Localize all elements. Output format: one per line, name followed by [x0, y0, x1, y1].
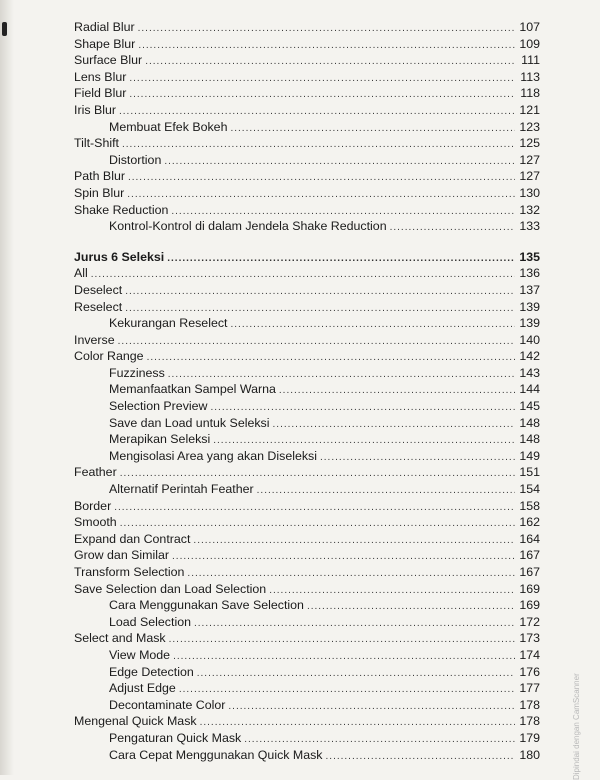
toc-entry: [74, 152, 540, 169]
toc-page-number: 139: [519, 299, 540, 314]
toc-entry: [74, 680, 540, 697]
toc-entry: [74, 348, 540, 365]
toc-entry-label: Tilt-Shift: [74, 136, 119, 151]
toc-entry-label: Mengisolasi Area yang akan Diseleksi: [109, 448, 317, 463]
toc-page-number: 172: [519, 614, 540, 629]
dot-leader: [179, 682, 515, 699]
toc-entry: [74, 564, 540, 581]
toc-entry: [74, 36, 540, 53]
toc-page-number: 176: [519, 664, 540, 679]
toc-entry: [74, 135, 540, 152]
toc-entry: [74, 19, 540, 36]
dot-leader: [129, 87, 515, 104]
dot-leader: [173, 649, 515, 666]
toc-page-number: 133: [519, 219, 540, 234]
toc-page-number: 130: [519, 185, 540, 200]
toc-page-number: 107: [519, 20, 540, 34]
toc-entry-label: Smooth: [74, 515, 117, 530]
toc-entry: [74, 431, 540, 448]
toc-entry-label: Iris Blur: [74, 102, 116, 117]
dot-leader: [127, 187, 515, 204]
toc-entry: [74, 514, 540, 531]
toc-page-number: 169: [519, 598, 540, 613]
toc-entry: [74, 282, 540, 299]
toc-entry-label: Deselect: [74, 282, 123, 297]
toc-page-number: 179: [519, 730, 540, 745]
toc-entry: [74, 597, 540, 614]
toc-entry-label: Save Selection dan Load Selection: [74, 581, 267, 596]
toc-page-number: 154: [519, 482, 540, 497]
toc-page-number: 113: [520, 69, 540, 84]
toc-entry-label: Radial Blur: [74, 20, 135, 34]
toc-entry-label: Membuat Efek Bokeh: [109, 119, 228, 134]
toc-entry: [74, 299, 540, 316]
toc-entry-label: Shake Reduction: [74, 202, 169, 217]
dot-leader: [118, 334, 515, 351]
toc-page-number: 145: [519, 399, 540, 414]
toc-entry: [74, 52, 540, 69]
toc-entry: [74, 185, 540, 202]
toc-page-number: 173: [519, 631, 540, 646]
toc-entry-label: Memanfaatkan Sampel Warna: [109, 382, 276, 397]
toc-entry-label: Selection Preview: [109, 399, 208, 414]
toc-entry: [74, 713, 540, 730]
toc-entry-label: Surface Blur: [74, 53, 143, 68]
toc-page-number: 144: [519, 382, 540, 397]
dot-leader: [138, 21, 515, 38]
dot-leader: [273, 417, 515, 434]
toc-entry-label: Spin Blur: [74, 185, 125, 200]
toc-entry-label: Cara Menggunakan Save Selection: [109, 598, 304, 613]
dot-leader: [390, 220, 515, 237]
dot-leader: [307, 599, 515, 616]
toc-entry-label: Shape Blur: [74, 36, 136, 51]
toc-page-number: 111: [521, 53, 540, 68]
toc-page-number: 121: [519, 102, 540, 117]
toc-page-number: 149: [519, 448, 540, 463]
toc-entry: [74, 85, 540, 102]
dot-leader: [145, 54, 515, 71]
toc-entry-label: Decontaminate Color: [109, 697, 226, 712]
toc-entry-label: Save dan Load untuk Seleksi: [109, 415, 270, 430]
toc-entry: [74, 630, 540, 647]
toc-entry-label: Edge Detection: [109, 664, 194, 679]
dot-leader: [138, 38, 515, 55]
toc-page-number: 137: [519, 282, 540, 297]
toc-page-number: 151: [519, 465, 540, 480]
toc-entry-label: Kontrol-Kontrol di dalam Jendela Shake Reduction: [109, 219, 387, 234]
toc-entry-label: Lens Blur: [74, 69, 127, 84]
toc-entry-label: Load Selection: [109, 614, 191, 629]
toc-entry-label: Color Range: [74, 349, 144, 364]
toc-entry-label: Expand dan Contract: [74, 531, 191, 546]
toc-entry: [74, 202, 540, 219]
binding-mark: [2, 22, 7, 36]
dot-leader: [200, 715, 515, 732]
dot-leader: [125, 284, 515, 301]
dot-leader: [91, 267, 515, 284]
toc-entry: [74, 415, 540, 432]
toc-page-number: 123: [519, 119, 540, 134]
scanner-watermark: Dipindai dengan CamScanner: [572, 673, 581, 780]
toc-entry-label: Field Blur: [74, 86, 127, 101]
toc-entry-label: Fuzziness: [109, 365, 165, 380]
toc-page-number: 140: [519, 332, 540, 347]
dot-leader: [326, 749, 515, 766]
toc-entry-label: Adjust Edge: [109, 681, 176, 696]
toc-entry-label: Transform Selection: [74, 565, 185, 579]
toc-entry-label: Pengaturan Quick Mask: [109, 730, 242, 745]
dot-leader: [129, 71, 515, 88]
toc-entry: [74, 464, 540, 481]
dot-leader: [164, 154, 515, 171]
toc-entry: [74, 581, 540, 598]
toc-page-number: 143: [519, 365, 540, 380]
toc-page-number: 136: [519, 266, 540, 281]
toc-entry: [74, 315, 540, 332]
toc-entry-label: Path Blur: [74, 169, 125, 184]
toc-entry-label: Grow dan Similar: [74, 548, 170, 563]
toc-entry-label: Alternatif Perintah Feather: [109, 482, 254, 497]
toc-entry-label: All: [74, 266, 88, 281]
toc-page-number: 158: [519, 498, 540, 513]
toc-entry-label: Cara Cepat Menggunakan Quick Mask: [109, 747, 323, 762]
toc-page-number: 164: [519, 531, 540, 546]
toc-entry: [74, 168, 540, 185]
dot-leader: [230, 121, 515, 138]
toc-entry: [74, 547, 540, 564]
dot-leader: [269, 583, 515, 600]
dot-leader: [230, 317, 515, 334]
toc-entry-label: Inverse: [74, 332, 115, 347]
toc-page-number: 148: [519, 415, 540, 430]
toc-entry: [74, 498, 540, 515]
toc-page-number: 135: [519, 249, 540, 264]
toc-entry-label: Mengenal Quick Mask: [74, 714, 197, 729]
toc-entry-label: Reselect: [74, 299, 123, 314]
dot-leader: [122, 137, 515, 154]
toc-entry: [74, 102, 540, 119]
toc-entry: [74, 365, 540, 382]
toc-page-number: 174: [519, 647, 540, 662]
toc-page-number: 139: [519, 316, 540, 331]
toc-entry: [74, 664, 540, 681]
toc-entry: [74, 332, 540, 349]
toc-entry: [74, 448, 540, 465]
toc-entry-label: Distortion: [109, 152, 162, 167]
toc-entry-label: Merapikan Seleksi: [109, 432, 211, 447]
toc-page-number: 177: [519, 681, 540, 696]
toc-page-number: 127: [519, 152, 540, 167]
toc-page-number: 132: [519, 202, 540, 217]
toc-entry: [74, 381, 540, 398]
dot-leader: [172, 549, 515, 566]
table-of-contents: [74, 19, 540, 763]
toc-page-number: 178: [519, 714, 540, 729]
dot-leader: [279, 383, 515, 400]
toc-page-number: 127: [519, 169, 540, 184]
toc-page-number: 162: [519, 515, 540, 530]
dot-leader: [193, 533, 515, 550]
toc-page-number: 125: [519, 136, 540, 151]
toc-entry-label: Kekurangan Reselect: [109, 316, 228, 331]
dot-leader: [257, 483, 515, 500]
toc-page-number: 167: [519, 548, 540, 563]
toc-entry: [74, 398, 540, 415]
dot-leader: [320, 450, 515, 467]
toc-entry: [74, 747, 540, 764]
dot-leader: [169, 632, 515, 649]
toc-entry: [74, 730, 540, 747]
toc-entry-label: View Mode: [109, 647, 171, 662]
toc-entry: [74, 218, 540, 235]
toc-entry: [74, 531, 540, 548]
toc-entry-label: Jurus 6 Seleksi: [74, 249, 165, 264]
toc-page-number: 169: [519, 581, 540, 596]
toc-page-number: 180: [519, 747, 540, 762]
toc-entry: [74, 697, 540, 714]
toc-page-number: 109: [519, 36, 540, 51]
toc-page-number: 148: [519, 432, 540, 447]
toc-entry: [74, 69, 540, 86]
toc-page-number: 118: [520, 86, 540, 101]
dot-leader: [197, 666, 515, 683]
dot-leader: [194, 616, 515, 633]
toc-entry: [74, 614, 540, 631]
toc-entry-label: Select and Mask: [74, 631, 166, 646]
dot-leader: [228, 699, 515, 716]
toc-entry: [74, 265, 540, 282]
dot-leader: [167, 251, 515, 268]
dot-leader: [114, 500, 515, 517]
toc-chapter-heading: [74, 249, 540, 266]
toc-page-number: 167: [519, 565, 540, 579]
toc-entry: [74, 481, 540, 498]
toc-page-number: 142: [519, 349, 540, 364]
toc-entry-label: Border: [74, 498, 112, 513]
toc-entry: [74, 647, 540, 664]
dot-leader: [128, 170, 515, 187]
toc-entry: [74, 119, 540, 136]
toc-entry-label: Feather: [74, 465, 117, 480]
toc-page-number: 178: [519, 697, 540, 712]
page-edge-shadow: [0, 0, 14, 775]
dot-leader: [147, 350, 515, 367]
